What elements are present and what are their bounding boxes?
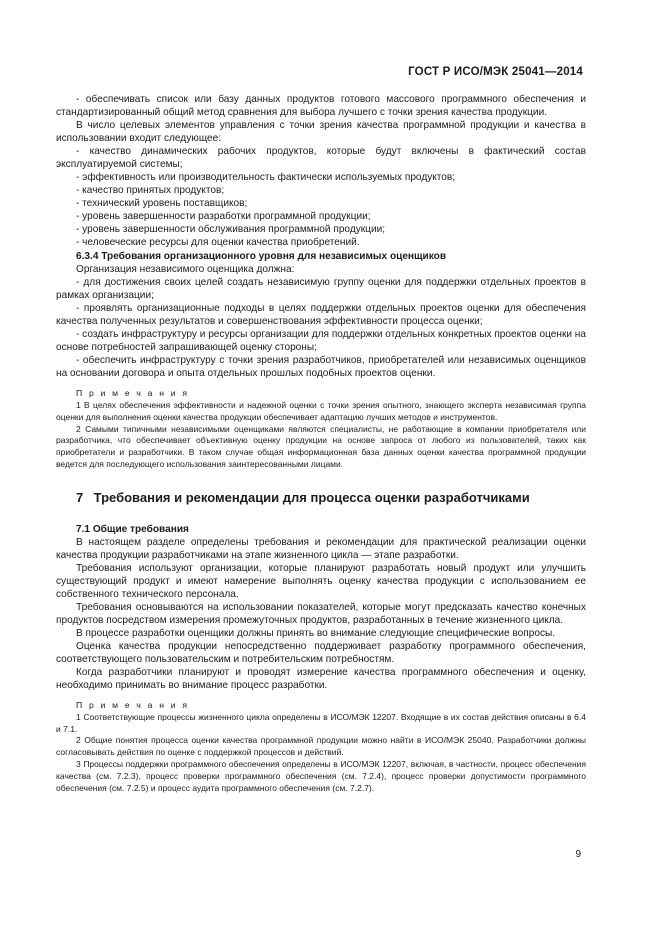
paragraph: Оценка качества продукции непосредственно поддерживает разработку программного обеспечения, соответствующего пользовательским и потребительским потребностям.	[56, 640, 586, 665]
bullet-item: - обеспечить инфраструктуру с точки зрения разработчиков, приобретателей или независимых оценщиков на основании договора и опыта отдельных прошлых подобных проектов оценки.	[56, 355, 586, 379]
bullet-item: - качество динамических рабочих продуктов, которые будут включены в фактический состав эксплуатируемой системы;	[56, 146, 586, 170]
note: 2 Общие понятия процесса оценки качества программной продукции можно найти в ИСО/МЭК 25040. Разработчики должны согласовывать действия по оценке с поддержкой процессов и действий.	[56, 735, 586, 758]
section-heading	[56, 490, 586, 506]
paragraph: Когда разработчики планируют и проводят измерение качества программного обеспечения и оценку, необходимо принимать во внимание процесс разработки.	[56, 666, 586, 691]
paragraph: В настоящем разделе определены требования и рекомендации для практической реализации оценки качества продукции разработчиками на этапе жизненного цикла — этапе разработки.	[56, 536, 586, 561]
section-number: 7	[76, 489, 84, 505]
note: 1 Соответствующие процессы жизненного цикла определены в ИСО/МЭК 12207. Входящие в их состав действия описаны в 6.4 и 7.1.	[56, 711, 586, 734]
note: 1 В целях обеспечения эффективности и надежной оценки с точки зрения опытного, знающего эксперта независимая группа оценки для выполнения оценки качества продукции обеспечивает адаптацию лучших методов и инструментов.	[56, 400, 586, 422]
bullet-item: - создать инфраструктуру и ресурсы организации для поддержки отдельных конкретных проектов оценки на основе потребностей запрашивающей оценку стороны;	[56, 329, 586, 353]
bullet-item: - для достижения своих целей создать независимую группу оценки для поддержки отдельных проектов в рамках организации;	[56, 277, 586, 301]
bullet-item: - обеспечивать список или базу данных продуктов готового массового программного обеспечения и стандартизированный общий метод сравнения для выбора лучшего с точки зрения качества продукции.	[56, 94, 586, 118]
paragraph: Организация независимого оценщика должна:	[76, 264, 295, 275]
bullet-item: - человеческие ресурсы для оценки качества приобретений.	[76, 237, 360, 248]
bullet-item: - уровень завершенности разработки программной продукции;	[76, 211, 371, 222]
page-number: 9	[575, 849, 581, 860]
subsection-heading: 6.3.4 Требования организационного уровня для независимых оценщиков	[76, 251, 447, 262]
paragraph: В число целевых элементов управления с точки зрения качества программной продукции и качества в использовании входит следующее:	[56, 120, 586, 144]
note: 3 Процессы поддержки программного обеспечения определены в ИСО/МЭК 12207, включая, в частности, процесс обеспечения качества (см. 7.2.3), процесс проверки программного обеспечения (см. 7.2.4), процесс проверки допустимости программного обеспечения (см. 7.2.5) и процесс аудита программного обеспечения (см. 7.2.7).	[56, 758, 586, 793]
bullet-item: - проявлять организационные подходы в целях поддержки отдельных проектов оценки для обеспечения качества полученных результатов и совершенствования эффективности процесса оценки;	[56, 303, 586, 327]
paragraph: Требования используют организации, которые планируют разработать новый продукт или улучшить существующий продукт и имеют намерение выполнять оценку качества продукции с использованием ее собственного технического персонала.	[56, 562, 586, 600]
subsection-heading: 7.1 Общие требования	[76, 523, 189, 535]
bullet-item: - уровень завершенности обслуживания программной продукции;	[76, 224, 386, 235]
bullet-item: - эффективность или производительность фактически используемых продуктов;	[76, 172, 456, 183]
notes-title: П р и м е ч а н и я	[76, 388, 190, 398]
standard-header: ГОСТ Р ИСО/МЭК 25041—2014	[408, 66, 583, 78]
section-title: Требования и рекомендации для процесса оценки разработчиками	[93, 489, 530, 505]
page-body	[56, 93, 586, 794]
paragraph: Требования основываются на использовании показателей, которые могут предсказать качество конечных продуктов посредством измерения промежуточных продуктов, разработанных в течение жизненного цикла.	[56, 601, 586, 626]
bullet-item: - технический уровень поставщиков;	[76, 198, 248, 209]
note: 2 Самыми типичными независимыми оценщиками являются специалисты, не работающие в компании приобретателя или разработчика, что обеспечивает объективную оценку продукции на основе запроса от любого из пользователей, таких как приобретатели и разработчики. В таком случае общая информационная база данных оценки качества программной продукции ведется для последующего использования заинтересованными лицами.	[56, 423, 586, 469]
paragraph: В процессе разработки оценщики должны принять во внимание следующие специфические вопросы.	[76, 627, 556, 639]
bullet-item: - качество принятых продуктов;	[76, 185, 225, 196]
notes-title: П р и м е ч а н и я	[76, 699, 190, 710]
